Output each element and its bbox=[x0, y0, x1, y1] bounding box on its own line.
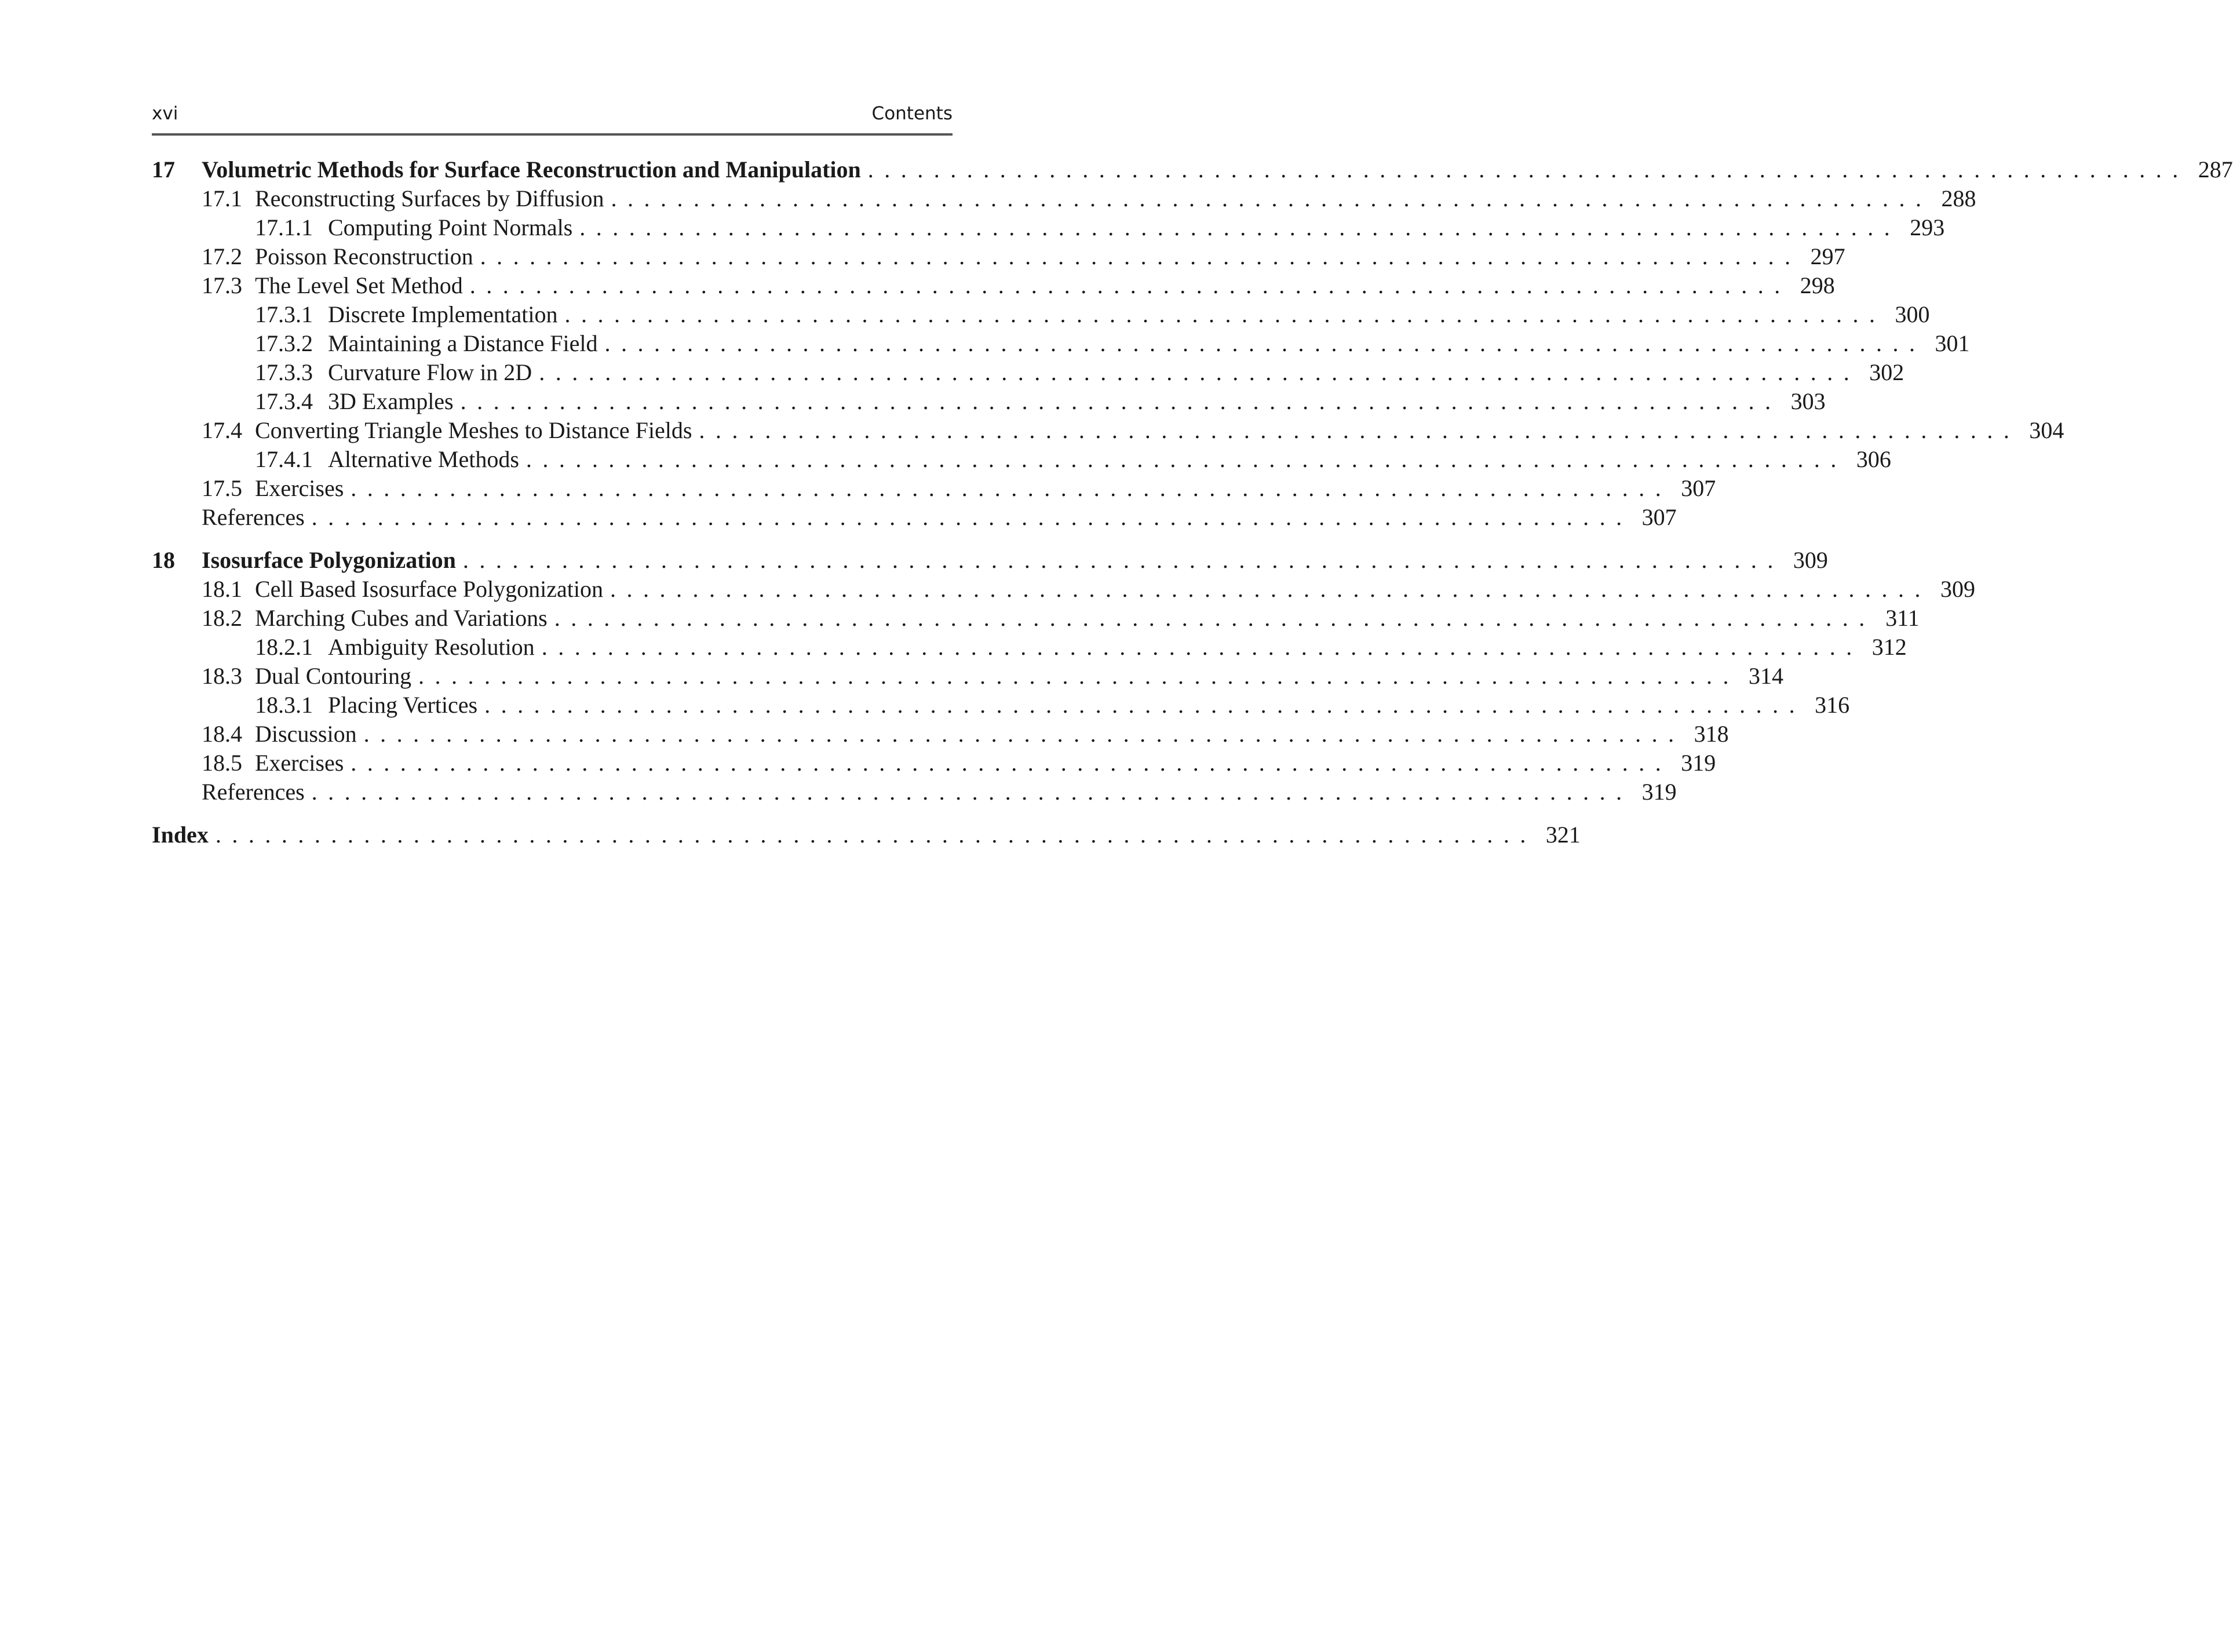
dot-leader: ................................................................................ bbox=[469, 272, 1791, 298]
toc-entry-title: Discrete Implementation bbox=[328, 301, 558, 327]
dot-leader: ................................................................................ bbox=[611, 185, 1932, 211]
toc-subsection-entry[interactable] bbox=[152, 445, 1891, 474]
toc-entry-page: 314 bbox=[1748, 663, 1783, 689]
dot-leader: ................................................................................ bbox=[554, 605, 1876, 631]
dot-leader: ................................................................................ bbox=[311, 504, 1633, 530]
toc-entry-title: Exercises bbox=[255, 750, 344, 776]
toc-entry-page: 304 bbox=[2029, 417, 2064, 443]
toc-entry-title: Cell Based Isosurface Polygonization bbox=[255, 576, 603, 602]
toc-entry-page: 309 bbox=[1793, 547, 1828, 573]
toc-entry-title: 3D Examples bbox=[328, 388, 454, 414]
toc-entry-number: 18 bbox=[152, 547, 175, 573]
toc-entry-title: Curvature Flow in 2D bbox=[328, 359, 532, 385]
toc-subsection-entry[interactable] bbox=[152, 300, 1930, 329]
toc-entry-number: 17.3.3 bbox=[255, 359, 313, 385]
toc-entry-page: 293 bbox=[1910, 214, 1945, 240]
toc-subsection-entry[interactable] bbox=[152, 387, 1826, 416]
toc-entry-page: 288 bbox=[1941, 185, 1976, 211]
toc-section-entry[interactable] bbox=[152, 416, 2064, 445]
toc-section-entry[interactable] bbox=[152, 749, 1716, 778]
toc-entry-number: 18.1 bbox=[202, 576, 242, 602]
toc-section-entry[interactable] bbox=[152, 662, 1783, 691]
toc-entry-number: 17.3.1 bbox=[255, 301, 313, 327]
running-head bbox=[152, 103, 953, 132]
toc-entry-title: Ambiguity Resolution bbox=[328, 634, 535, 660]
dot-leader: ................................................................................ bbox=[484, 692, 1806, 718]
toc-entry-title: Dual Contouring bbox=[255, 663, 411, 689]
dot-leader: ................................................................................ bbox=[526, 446, 1847, 472]
toc-entry-page: 316 bbox=[1815, 692, 1850, 718]
toc-chapter-entry[interactable] bbox=[152, 155, 2233, 184]
toc-entry-page: 303 bbox=[1790, 388, 1826, 414]
toc-entry-title: References bbox=[202, 504, 305, 530]
toc-entry-title: Reconstructing Surfaces by Diffusion bbox=[255, 185, 604, 211]
toc-entry-page: 298 bbox=[1800, 272, 1835, 298]
toc-section-entry[interactable] bbox=[152, 271, 1835, 300]
dot-leader: ................................................................................ bbox=[215, 822, 1537, 848]
toc-entry-page: 306 bbox=[1856, 446, 1891, 472]
toc-entry-page: 307 bbox=[1681, 475, 1716, 501]
toc-section-entry[interactable] bbox=[152, 474, 1716, 503]
toc-entry-title: Isosurface Polygonization bbox=[202, 547, 456, 573]
toc-entry-page: 302 bbox=[1869, 359, 1904, 385]
dot-leader: ................................................................................ bbox=[351, 750, 1672, 776]
dot-leader: ................................................................................ bbox=[699, 417, 2020, 443]
toc-entry-page: 312 bbox=[1871, 634, 1907, 660]
toc-entry-number: 17.3 bbox=[202, 272, 242, 298]
dot-leader: ................................................................................ bbox=[418, 663, 1739, 689]
toc-section-entry[interactable] bbox=[152, 575, 1975, 604]
toc-chapter-entry[interactable] bbox=[152, 546, 1828, 575]
toc-section-entry[interactable] bbox=[152, 184, 1976, 213]
toc-subsection-entry[interactable] bbox=[152, 691, 1850, 720]
toc-entry-number: 17.1 bbox=[202, 185, 242, 211]
dot-leader: ................................................................................ bbox=[610, 576, 1931, 602]
toc-section-entry[interactable] bbox=[152, 778, 1677, 807]
toc-entry-number: 17.4.1 bbox=[255, 446, 313, 472]
dot-leader: ................................................................................ bbox=[579, 214, 1901, 240]
table-of-contents bbox=[152, 155, 2233, 849]
toc-entry-page: 287 bbox=[2198, 156, 2233, 183]
toc-entry-number: 18.3.1 bbox=[255, 692, 313, 718]
toc-entry-title: Volumetric Methods for Surface Reconstruction and Manipulation bbox=[202, 156, 861, 183]
toc-entry-number: 18.2.1 bbox=[255, 634, 313, 660]
toc-entry-title: The Level Set Method bbox=[255, 272, 463, 298]
page-number: xvi bbox=[152, 103, 178, 124]
toc-subsection-entry[interactable] bbox=[152, 358, 1904, 387]
dot-leader: ................................................................................ bbox=[564, 301, 1886, 327]
toc-entry-number: 17.3.4 bbox=[255, 388, 313, 414]
toc-entry-page: 307 bbox=[1641, 504, 1677, 530]
dot-leader: ................................................................................ bbox=[311, 779, 1633, 805]
dot-leader: ................................................................................ bbox=[539, 359, 1860, 385]
toc-entry-page: 319 bbox=[1681, 750, 1716, 776]
toc-entry-number: 18.4 bbox=[202, 721, 242, 747]
toc-subsection-entry[interactable] bbox=[152, 329, 1970, 358]
dot-leader: ................................................................................ bbox=[462, 547, 1784, 573]
toc-entry-number: 18.2 bbox=[202, 605, 242, 631]
toc-entry-title: Index bbox=[152, 822, 209, 848]
dot-leader: ................................................................................ bbox=[867, 156, 2189, 183]
toc-entry-title: Placing Vertices bbox=[328, 692, 478, 718]
dot-leader: ................................................................................ bbox=[541, 634, 1863, 660]
toc-subsection-entry[interactable] bbox=[152, 633, 1907, 662]
toc-entry-title: Poisson Reconstruction bbox=[255, 243, 473, 269]
toc-entry-page: 319 bbox=[1641, 779, 1677, 805]
header-rule bbox=[152, 133, 953, 136]
dot-leader: ................................................................................ bbox=[363, 721, 1685, 747]
toc-entry-page: 311 bbox=[1885, 605, 1920, 631]
toc-entry-number: 17.3.2 bbox=[255, 330, 313, 356]
toc-subsection-entry[interactable] bbox=[152, 213, 1945, 242]
toc-entry-page: 301 bbox=[1935, 330, 1970, 356]
toc-entry-page: 297 bbox=[1810, 243, 1845, 269]
toc-entry-title: Converting Triangle Meshes to Distance Fields bbox=[255, 417, 692, 443]
dot-leader: ................................................................................ bbox=[604, 330, 1926, 356]
toc-entry-title: Maintaining a Distance Field bbox=[328, 330, 598, 356]
toc-entry-title: Exercises bbox=[255, 475, 344, 501]
toc-chapter-entry[interactable] bbox=[152, 820, 1581, 849]
toc-entry-number: 17.5 bbox=[202, 475, 242, 501]
toc-entry-number: 17.4 bbox=[202, 417, 242, 443]
toc-entry-number: 17.1.1 bbox=[255, 214, 313, 240]
running-title: Contents bbox=[871, 103, 953, 124]
toc-entry-page: 300 bbox=[1895, 301, 1930, 327]
toc-entry-page: 321 bbox=[1545, 822, 1581, 848]
toc-entry-title: Discussion bbox=[255, 721, 357, 747]
toc-entry-title: Marching Cubes and Variations bbox=[255, 605, 548, 631]
dot-leader: ................................................................................ bbox=[480, 243, 1801, 269]
toc-entry-number: 18.3 bbox=[202, 663, 242, 689]
toc-section-entry[interactable] bbox=[152, 242, 1845, 271]
toc-section-entry[interactable] bbox=[152, 503, 1677, 532]
toc-entry-title: Alternative Methods bbox=[328, 446, 519, 472]
toc-entry-number: 18.5 bbox=[202, 750, 242, 776]
toc-entry-number: 17.2 bbox=[202, 243, 242, 269]
toc-section-entry[interactable] bbox=[152, 720, 1729, 749]
toc-entry-page: 318 bbox=[1694, 721, 1729, 747]
dot-leader: ................................................................................ bbox=[460, 388, 1782, 414]
toc-entry-number: 17 bbox=[152, 156, 175, 183]
toc-entry-title: References bbox=[202, 779, 305, 805]
toc-section-entry[interactable] bbox=[152, 604, 1920, 633]
toc-entry-page: 309 bbox=[1940, 576, 1975, 602]
toc-entry-title: Computing Point Normals bbox=[328, 214, 573, 240]
dot-leader: ................................................................................ bbox=[351, 475, 1672, 501]
